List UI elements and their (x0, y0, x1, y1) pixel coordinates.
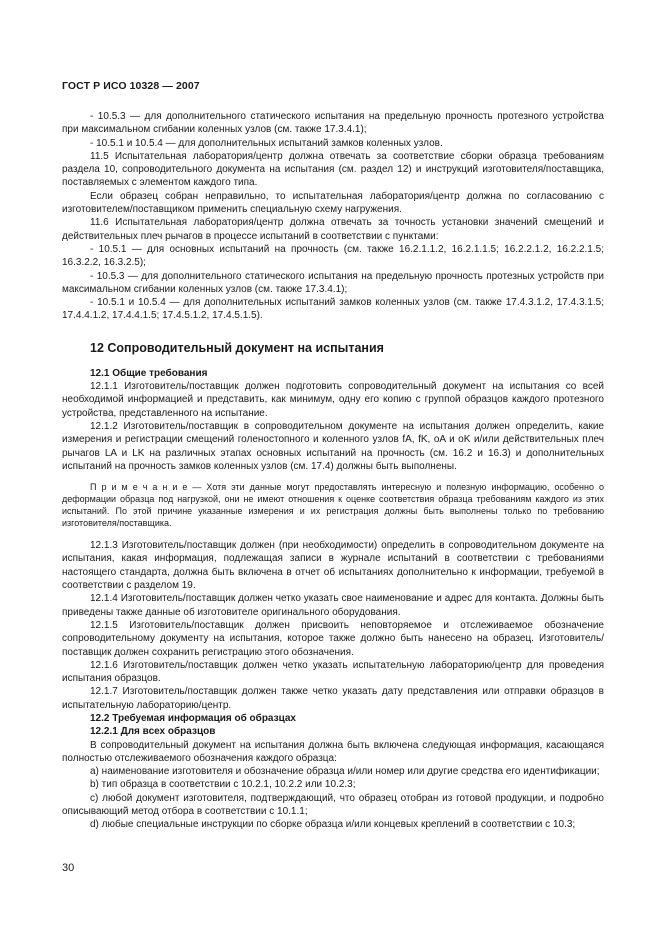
list-item: c) любой документ изготовителя, подтверждающий, что образец отобран из готовой продукции, и подробно описывающий метод отбора в соответствии с 10.1.1; (62, 792, 604, 818)
paragraph: 12.1.6 Изготовитель/поставщик должен четко указать испытательную лабораторию/центр для проведения испытания образцов. (62, 659, 604, 685)
paragraph: 12.1.1 Изготовитель/поставщик должен подготовить сопроводительный документ на испытания со всей необходимой информацией и представить, как минимум, одну его копию с группой образцов каждого протезного устройства, представленного на испытание. (62, 381, 604, 419)
subsection-heading: 12.1 Общие требования (90, 367, 208, 379)
paragraph: - 10.5.1 и 10.5.4 — для дополнительных испытаний замков коленных узлов (см. также 17.4.3.1.2, 17.4.3.1.5; 17.4.4.1.2, 17.4.4.1.5; 17.4.5.1.2, 17.4.5.1.5). (62, 297, 604, 322)
paragraph: 12.1.5 Изготовитель/поставщик должен присвоить неповторяемое и отслеживаемое обозначение сопроводительному документу на испытания, которое также должно быть нанесено на образец. Изготовитель/поставщик должен сохранить регистрацию этого обозначения. (62, 619, 604, 658)
paragraph: - 10.5.1 и 10.5.4 — для дополнительных испытаний замков коленных узлов. (90, 137, 443, 149)
note: П р и м е ч а н и е — Хотя эти данные могут предоставлять интересную и полезную информацию, особенно о деформации образца под нагрузкой, они не имеют отношения к оценке соответствия образца требованиям каждого из этих испытаний. По этой причине указанные измерения и их регистрация должны быть выполнены только по требованию изготовителя/поставщика. (62, 482, 604, 529)
paragraph: 11.5 Испытательная лаборатория/центр должна отвечать за соответствие сборки образца требованиям раздела 10, сопроводительного документа на испытания (см. раздел 12) и инструкций изготовителя/поставщика, поставляемых с элементом каждого типа. (62, 150, 604, 189)
list-item: а) наименование изготовителя и обозначение образца и/или номер или другие средства его идентификации; (90, 766, 600, 778)
paragraph: 12.1.3 Изготовитель/поставщик должен (при необходимости) определить в сопроводительном документе на испытания, какая информация, подлежащая записи в журнале испытаний в соответствии с требованиями настоящего стандарта, должна быть включена в отчет об испытаниях дополнительно к информации, требуемой в соответствии с разделом 19. (62, 540, 604, 592)
paragraph: 12.1.7 Изготовитель/поставщик должен также четко указать дату представления или отправки образцов в испытательную лабораторию/центр. (62, 686, 604, 711)
list-item: b) тип образца в соответствии с 10.2.1, 10.2.2 или 10.2.3; (90, 779, 356, 791)
paragraph: 12.1.2 Изготовитель/поставщик в сопроводительном документе на испытания должен определить, какие измерения и регистрации смещений голеностопного и коленного узлов fA, fK, oA и oK и/или действительных плеч рычагов LA и LK на различных этапах основных испытаний на прочность (см. 16.2 и 16.3) и дополнительных испытаний на прочность замков коленных узлов (см. 17.4) должны быть выполнены. (62, 420, 604, 472)
document-body (62, 110, 604, 832)
paragraph: - 10.5.1 — для основных испытаний на прочность (см. также 16.2.1.1.2, 16.2.1.1.5; 16.2.2.1.2, 16.2.2.1.5; 16.3.2.2, 16.3.2.5); (62, 243, 604, 269)
section-title: 12 Сопроводительный документ на испытания (90, 340, 384, 355)
paragraph: 12.1.4 Изготовитель/поставщик должен четко указать свое наименование и адрес для контакта. Должны быть приведены также данные об изготовителе оригинального оборудования. (62, 593, 604, 618)
paragraph: 11.6 Испытательная лаборатория/центр должна отвечать за точность установки значений смещений и действительных плеч рычагов в процессе испытаний в соответствии с пунктами: (62, 217, 604, 242)
paragraph: - 10.5.3 — для дополнительного статического испытания на предельную прочность протезного устройства при максимальном сгибании коленных узлов (см. также 17.3.4.1); (62, 111, 604, 136)
document-header: ГОСТ Р ИСО 10328 — 2007 (62, 80, 200, 92)
subsection-heading: 12.2.1 Для всех образцов (90, 726, 216, 738)
page-number: 30 (62, 862, 75, 874)
list-item: d) любые специальные инструкции по сборке образца и/или концевых креплений в соответствии с 10.3; (90, 819, 576, 831)
paragraph: В сопроводительный документ на испытания должна быть включена следующая информация, касающаяся полностью отслеживаемого обозначения каждого образца: (62, 739, 604, 764)
subsection-heading: 12.2 Требуемая информация об образцах (90, 712, 296, 724)
paragraph: Если образец собран неправильно, то испытательная лаборатория/центр должна по согласованию с изготовителем/поставщиком применить специальную схему нагружения. (62, 190, 604, 216)
paragraph: - 10.5.3 — для дополнительного статического испытания на предельную прочность протезных устройств при максимальном сгибании коленных узлов (см. также 17.3.4.1); (62, 270, 604, 295)
